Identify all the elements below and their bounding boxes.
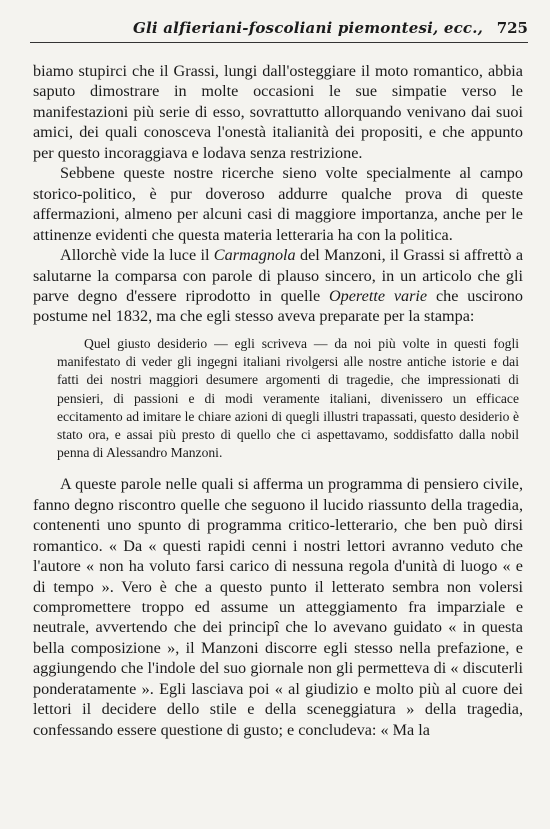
paragraph-2: Sebbene queste nostre ricerche sieno volte specialmente al campo storico-politico, è pur doveroso addurre qualche prova di queste affermazioni, almeno per alcuni casi di maggiore importanza, anche per le attinenze evidenti che questa materia letteraria ha con la politica.: [33, 164, 523, 244]
paragraph-3-text-a: Allorchè vide la luce il: [60, 246, 214, 265]
block-quotation: Quel giusto desiderio — egli scriveva — da noi più volte in questi fogli manifestato di veder gli ingegni italiani rivolgersi alle nostre antiche istorie e dai fatti dei nostri maggiori desumere argomenti di tragedie, che impressionati di pensieri, di passioni e di modi veramente italiani, divenissero un efficace eccitamento ad imitare le chiare azioni di quegli illustri trapassati, questo desiderio è stato ora, e assai più presto di quello che ci aspettavamo, soddisfatto dalla nobil penna di Alessandro Manzoni.: [57, 335, 519, 461]
paragraph-3-text-b: del Manzoni, il Grassi si affrettò a salutarne la comparsa con parole di plauso sincero, in un articolo che gli parve degno d'essere riprodotto in quelle: [33, 246, 524, 305]
paragraph-3: [33, 245, 523, 327]
page-header: [30, 16, 528, 43]
work-title-operette-varie: Operette varie: [328, 286, 428, 305]
paragraph-4: A queste parole nelle quali si afferma un programma di pensiero civile, fanno degno riscontro quelle che seguono il lucido riassunto della tragedia, contenenti uno spunto di programma critico-letterario, che ben può dirsi romantico. « Da « questi rapidi cenni i nostri lettori avranno veduto che l'autore « non ha voluto farsi carico di nessuna regola d'unità di luogo « e di tempo ». Vero è che a questo punto il letterato sembra non volersi compromettere troppo ed assume un atteggiamento fra imparziale e neutrale, avvertendo che dei principî che lo avevano guidato « in questa bella composizione », il Manzoni discorre egli stesso nella prefazione, e aggiungendo che l'indole del suo giornale non gli permetteva di « discuterli ponderatamente ». Egli lasciava poi « al giudizio e molto più al cuore dei lettori il decidere dello stile e della sceneggiatura » della tragedia, confessando essere questione di gusto; e concludeva: « Ma la: [33, 475, 523, 739]
running-title: Gli alfieriani-foscoliani piemontesi, ecc.,: [133, 19, 484, 37]
paragraph-1: biamo stupirci che il Grassi, lungi dall'osteggiare il moto romantico, abbia saputo dimostrare in molte occasioni le sue simpatie verso le manifestazioni più serie di esso, sovrattutto allorquando venivano dai suoi amici, dei quali conosceva l'onestà italianità dei propositi, e che appunto per questo incoraggiava e lodava senza restrizione.: [33, 62, 523, 162]
page-number: 725: [496, 19, 528, 37]
work-title-carmagnola: Carmagnola: [213, 246, 296, 265]
paragraph-3-text-c: che uscirono postume nel 1832, ma che egli stesso aveva preparate per la stampa:: [33, 286, 523, 326]
body-text: [33, 61, 523, 740]
